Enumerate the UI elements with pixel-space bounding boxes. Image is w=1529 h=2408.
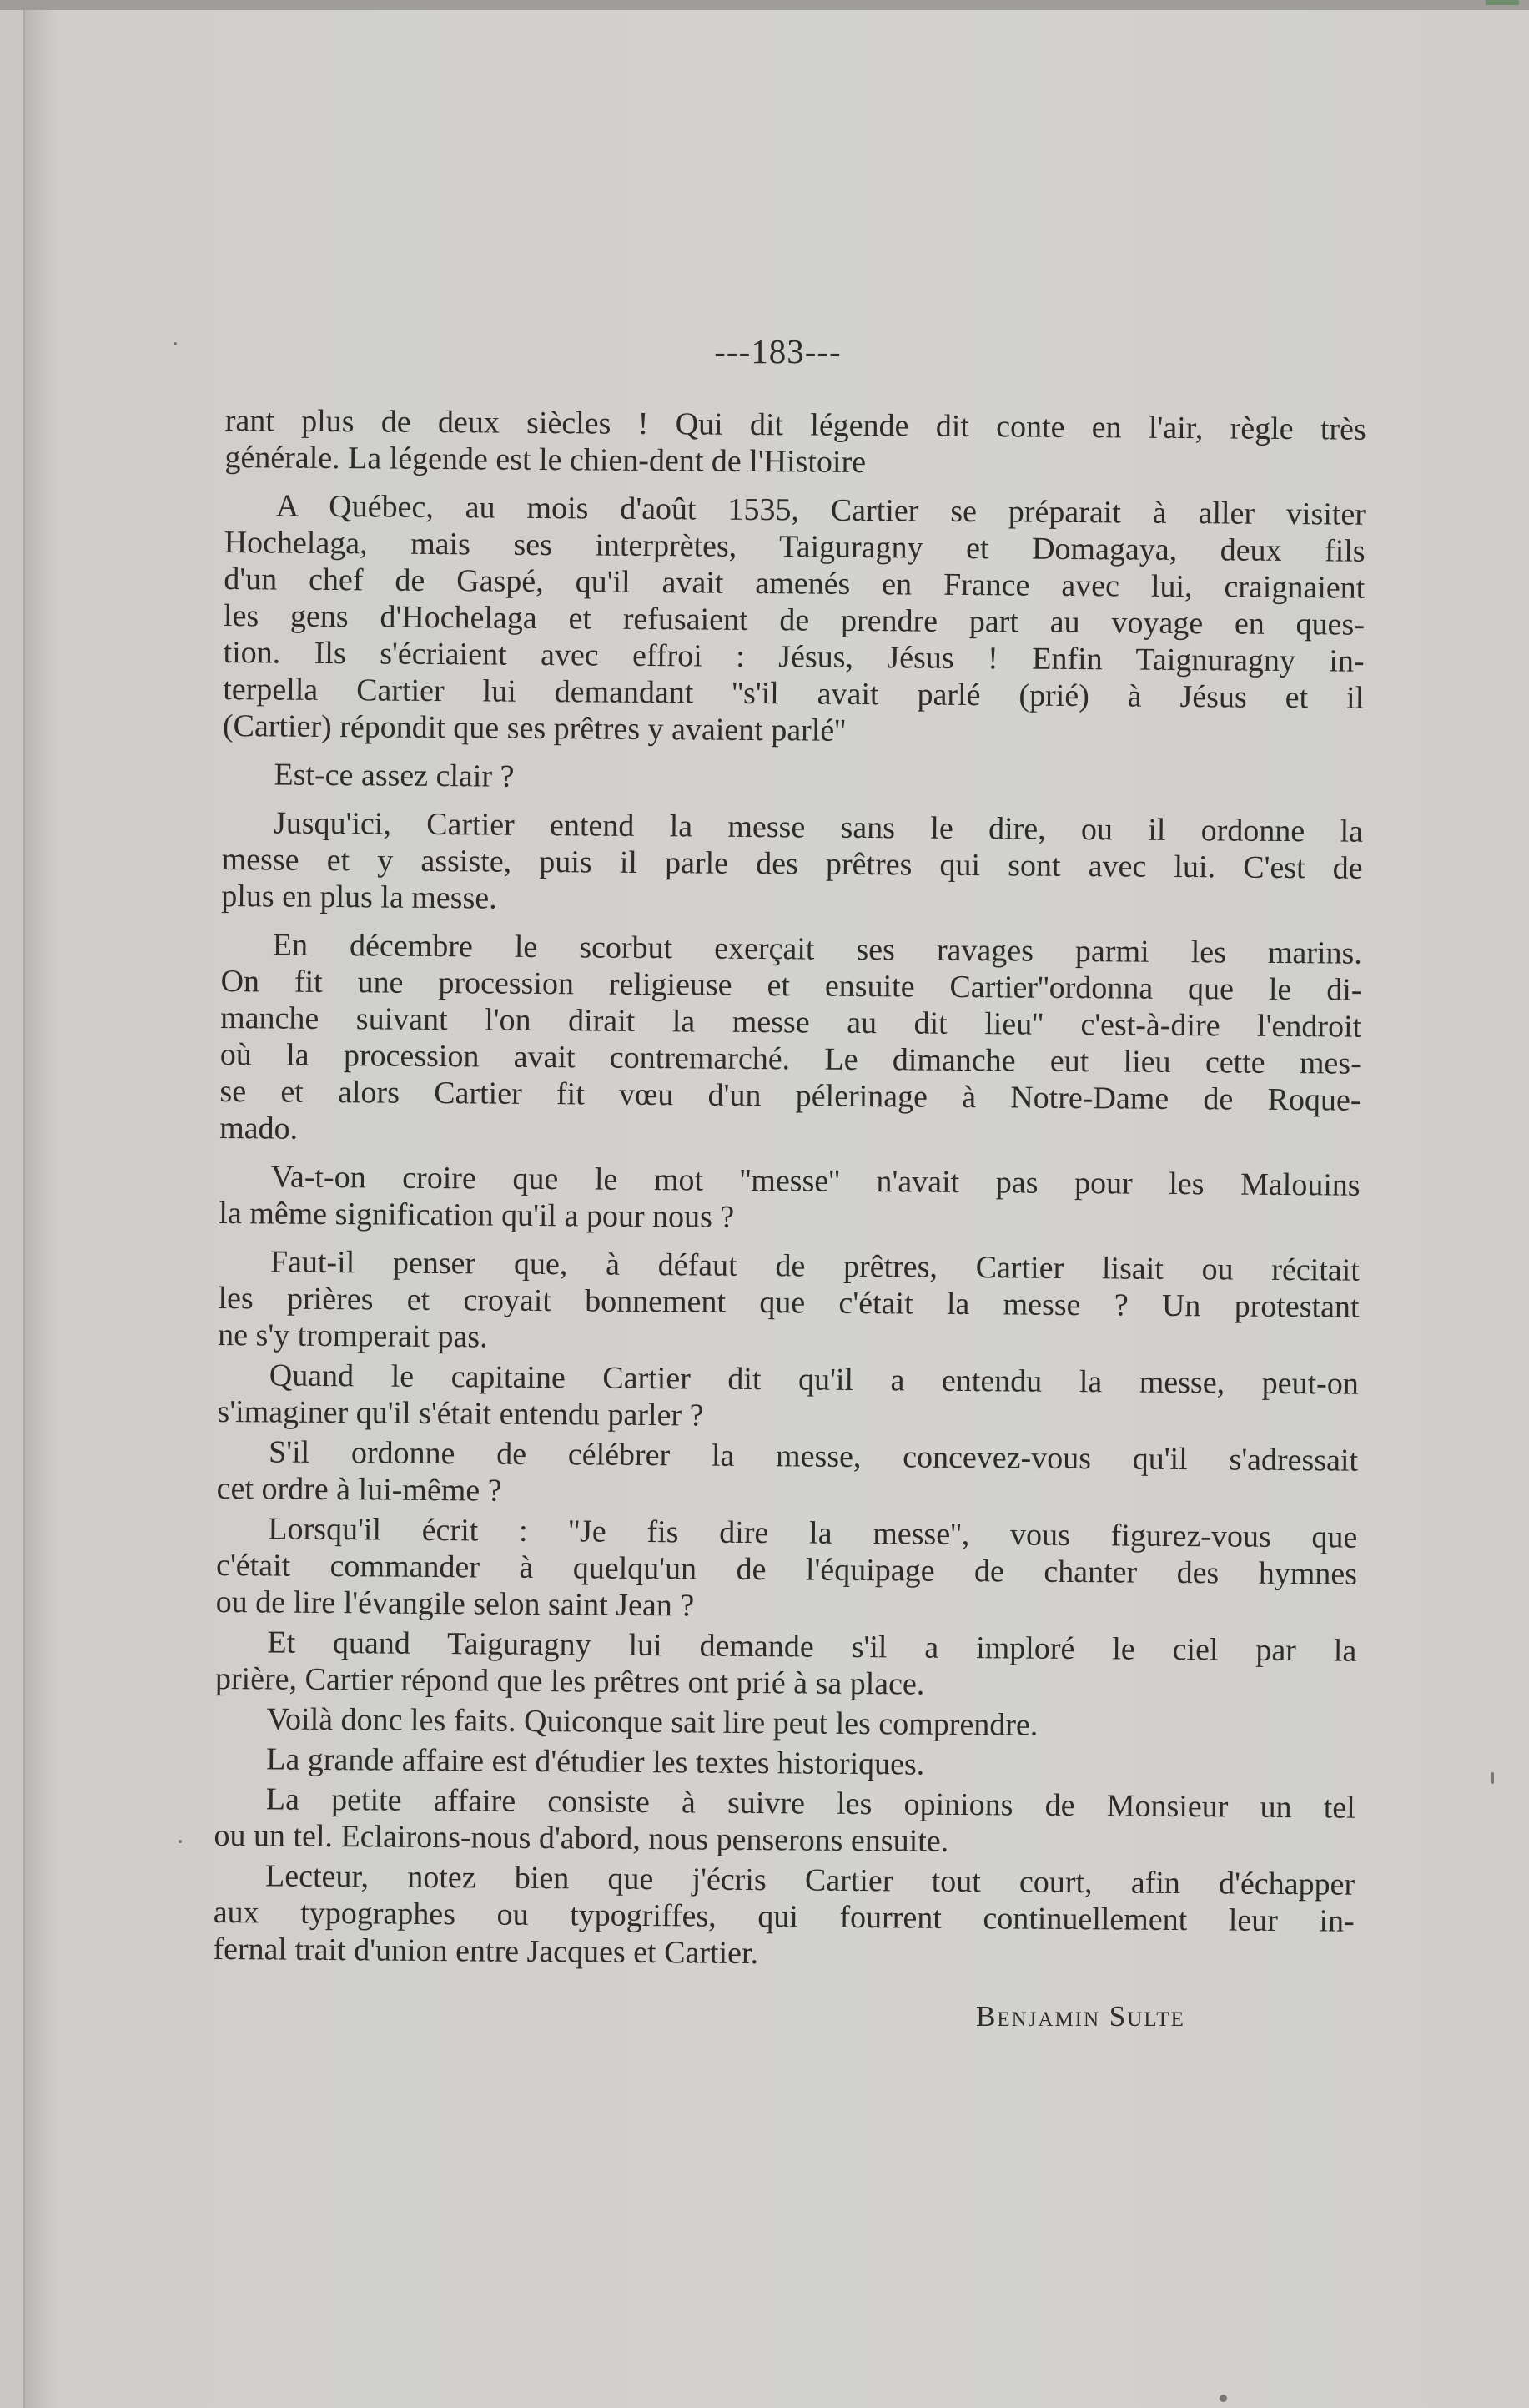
- paragraph: [215, 1624, 1357, 1706]
- paper-speck: [179, 1840, 182, 1843]
- text-line: On fit une procession religieuse et ensuite Cartier''ordonna que le di-: [220, 963, 1362, 1008]
- text-line: Lecteur, notez bien que j'écris Cartier tout court, afin d'échapper: [264, 1858, 1355, 1902]
- text-line: Voilà donc les faits. Quiconque sait lire peut les comprendre.: [266, 1701, 1039, 1743]
- text-line: d'un chef de Gaspé, qu'il avait amenés en France avec lui, craignaient: [224, 561, 1366, 606]
- text-line: c'était commander à quelqu'un de l'équipage de chanter des hymnes: [215, 1547, 1358, 1592]
- text-line: les prières et croyait bonnement que c'était la messe ? Un protestant: [218, 1280, 1360, 1325]
- text-line: prière, Cartier répond que les prêtres ont prié à sa place.: [214, 1660, 925, 1702]
- author-signature: Benjamin Sulte: [976, 2000, 1185, 2033]
- text-line: La petite affaire consiste à suivre les opinions de Monsieur un tel: [265, 1781, 1355, 1826]
- paragraph: [216, 1510, 1358, 1630]
- page-number: ---183---: [714, 332, 842, 370]
- text-line: cet ordre à lui-même ?: [216, 1470, 502, 1509]
- paper-speck: [1220, 2395, 1227, 2402]
- text-line: S'il ordonne de célébrer la messe, concevez-vous qu'il s'adressait: [268, 1434, 1359, 1479]
- paper-speck: [174, 342, 177, 345]
- text-line: générale. La légende est le chien-dent de l'Histoire: [224, 439, 867, 481]
- paragraph: [214, 1781, 1355, 1863]
- text-line: ou de lire l'évangile selon saint Jean ?: [215, 1584, 695, 1624]
- paragraph: [219, 1158, 1361, 1241]
- page-top-edge: [0, 0, 1529, 10]
- text-line: où la procession avait contremarché. Le dimanche eut lieu cette mes-: [219, 1036, 1361, 1081]
- text-line: rant plus de deux siècles ! Qui dit légende dit conte en l'air, règle très: [224, 402, 1366, 447]
- text-line: En décembre le scorbut exerçait ses ravages parmi les marins.: [272, 927, 1363, 971]
- text-line: ne s'y tromperait pas.: [218, 1317, 488, 1355]
- text-line: Jusqu'ici, Cartier entend la messe sans le dire, ou il ordonne la: [273, 805, 1364, 849]
- text-line: A Québec, au mois d'août 1535, Cartier se préparait à aller visiter: [275, 488, 1366, 532]
- text-line: Lorsqu'il écrit : ''Je fis dire la messe'', vous figurez-vous que: [268, 1511, 1358, 1555]
- body-text: [213, 402, 1366, 1977]
- text-line: se et alors Cartier fit vœu d'un pélerinage à Notre-Dame de Roque-: [219, 1073, 1361, 1118]
- text-line: Quand le capitaine Cartier dit qu'il a entendu la messe, peut-on: [269, 1358, 1359, 1402]
- text-line: manche suivant l'on dirait la messe au dit lieu'' c'est-à-dire l'endroit: [220, 1000, 1362, 1045]
- text-line: Faut-il penser que, à défaut de prêtres, Cartier lisait ou récitait: [269, 1244, 1361, 1288]
- paragraph: [213, 1857, 1355, 1977]
- paper-speck: [1491, 1772, 1494, 1784]
- text-line: s'imaginer qu'il s'était entendu parler ?: [217, 1393, 704, 1433]
- text-line: fernal trait d'union entre Jacques et Cartier.: [213, 1931, 759, 1972]
- text-line: les gens d'Hochelaga et refusaient de prendre part au voyage en ques-: [223, 597, 1366, 642]
- text-line: plus en plus la messe.: [221, 878, 497, 916]
- paragraph: [221, 804, 1363, 924]
- text-line: mado.: [219, 1110, 299, 1146]
- text-line: Va-t-on croire que le mot ''messe'' n'avait pas pour les Malouins: [270, 1159, 1361, 1203]
- text-line: Et quand Taiguragny lui demande s'il a imploré le ciel par la: [267, 1625, 1357, 1669]
- paragraph: [219, 926, 1362, 1156]
- paragraph: [217, 1433, 1359, 1516]
- binding-tab: [1486, 0, 1519, 5]
- paragraph: [223, 487, 1366, 753]
- text-line: Est-ce assez clair ?: [274, 757, 515, 794]
- paragraph: [218, 1243, 1360, 1363]
- book-page: [23, 10, 1529, 2408]
- text-line: Hochelaga, mais ses interprètes, Taiguragny et Domagaya, deux fils: [224, 524, 1366, 569]
- text-line: La grande affaire est d'étudier les textes historiques.: [266, 1741, 925, 1782]
- text-line: aux typographes ou typogriffes, qui fourrent continuellement leur in-: [213, 1894, 1355, 1939]
- text-line: tion. Ils s'écriaient avec effroi : Jésus, Jésus ! Enfin Taignuragny in-: [223, 634, 1365, 679]
- text-line: terpella Cartier lui demandant ''s'il avait parlé (prié) à Jésus et il: [223, 671, 1365, 716]
- paragraph: [224, 402, 1366, 485]
- text-line: ou un tel. Eclairons-nous d'abord, nous penserons ensuite.: [214, 1817, 949, 1859]
- text-line: messe et y assiste, puis il parle des prêtres qui sont avec lui. C'est de: [221, 841, 1363, 886]
- text-line: (Cartier) répondit que ses prêtres y avaient parlé'': [222, 708, 847, 748]
- paragraph: [217, 1357, 1359, 1439]
- text-line: la même signification qu'il a pour nous ?: [219, 1195, 735, 1235]
